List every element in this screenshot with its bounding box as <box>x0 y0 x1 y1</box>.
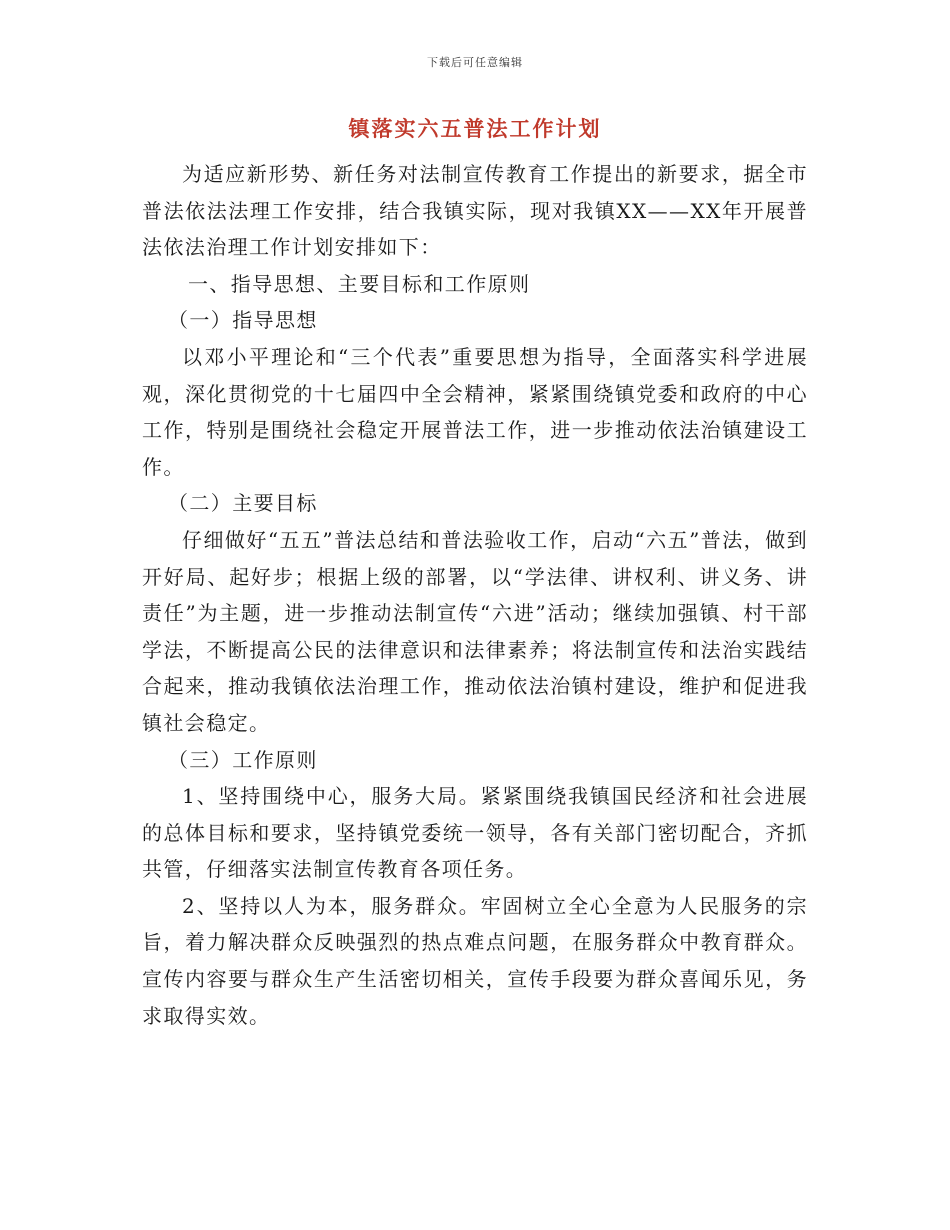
subsection-heading-guiding-ideology: （一）指导思想 <box>168 308 318 333</box>
principle-1-paragraph: 1、坚持围绕中心，服务大局。紧紧围绕我镇国民经济和社会进展的总体目标和要求，坚持镇党委统一领导，各有关部门密切配合，齐抓共管，仔细落实法制宣传教育各项任务。 <box>142 784 808 882</box>
guiding-ideology-paragraph: 以邓小平理论和“三个代表”重要思想为指导，全面落实科学进展观，深化贯彻党的十七届四中全会精神，紧紧围绕镇党委和政府的中心工作，特别是围绕社会稳定开展普法工作，进一步推动依法治镇建设工作。 <box>142 344 808 479</box>
document-title: 镇落实六五普法工作计划 <box>348 116 602 141</box>
subsection-heading-main-goals: （二）主要目标 <box>168 491 318 516</box>
principle-2-paragraph: 2、坚持以人为本，服务群众。牢固树立全心全意为人民服务的宗旨，着力解决群众反映强烈的热点难点问题，在服务群众中教育群众。宣传内容要与群众生产生活密切相关，宣传手段要为群众喜闻乐见，务求取得实效。 <box>142 893 808 1028</box>
intro-paragraph: 为适应新形势、新任务对法制宣传教育工作提出的新要求，据全市普法依法法理工作安排，结合我镇实际，现对我镇XX——XX年开展普法依法治理工作计划安排如下： <box>142 162 808 260</box>
main-goals-paragraph: 仔细做好“五五”普法总结和普法验收工作，启动“六五”普法，做到开好局、起好步；根据上级的部署，以“学法律、讲权利、讲义务、讲责任”为主题，进一步推动法制宣传“六进”活动；继续加强镇、村干部学法，不断提高公民的法律意识和法律素养；将法制宣传和法治实践结合起来，推动我镇依法治理工作，推动依法治镇村建设，维护和促进我镇社会稳定。 <box>142 527 808 735</box>
section-heading-1: 一、指导思想、主要目标和工作原则 <box>188 271 531 296</box>
page-header-note: 下载后可任意编辑 <box>427 56 523 69</box>
subsection-heading-work-principles: （三）工作原则 <box>168 747 318 772</box>
document-body <box>142 156 808 1034</box>
